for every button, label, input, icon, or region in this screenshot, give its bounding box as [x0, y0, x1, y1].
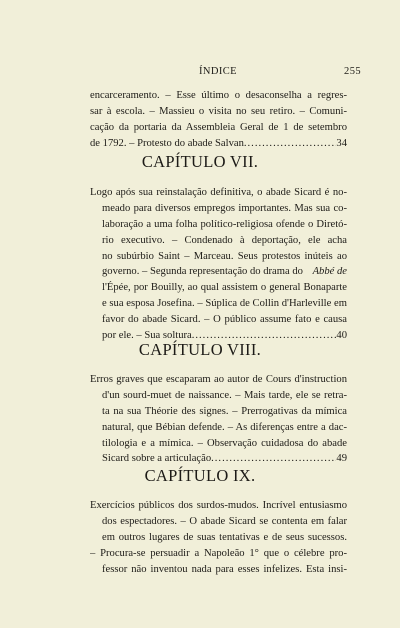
- toc-entry: [90, 498, 347, 577]
- text-line: em outros lugares de suas tentativas e de seus sucessos.: [102, 531, 347, 543]
- text-line: sar à escola. – Massieu o visita no seu retiro. – Comuni-: [90, 105, 347, 117]
- text-line: rio executivo. – Condenado à deportação, ele acha: [102, 234, 347, 246]
- text-line: laboração a uma folha político-religiosa ofende o Diretó-: [102, 218, 347, 230]
- entry-page-number: 40: [336, 330, 347, 342]
- text-line: Logo após sua reinstalação definitiva, o abade Sicard é no-: [90, 187, 347, 198]
- italic-title: Abbé de: [312, 266, 347, 278]
- toc-entry: [90, 185, 347, 344]
- text-line: tilologia e a mímica. – Observação cuidadosa do abade: [102, 437, 347, 449]
- text-line: Erros graves que escaparam ao autor de Cours d'instruction: [90, 374, 347, 385]
- text-line-with-page: [90, 136, 347, 152]
- chapter-heading: CAPÍTULO VIII.: [138, 340, 262, 359]
- text-line: favor do abade Sicard. – O público assume fato e causa: [102, 314, 347, 326]
- entry-page-number: 49: [336, 453, 347, 465]
- text-line: ta na sua Théorie des signes. – Prerrogativas da mímica: [102, 405, 347, 417]
- page-header: [0, 66, 400, 80]
- text-line: meado para diversos empregos importantes. Mas sua co-: [102, 202, 347, 214]
- toc-entry-continued: [90, 88, 347, 152]
- running-title: ÍNDICE: [199, 66, 237, 77]
- text-line: fessor não inventou nada para esses infelizes. Esta insi-: [102, 563, 347, 575]
- text-line: e sua esposa Josefina. – Súplica de Collin d'Harleville em: [102, 298, 347, 310]
- entry-page-number: 34: [336, 137, 347, 149]
- entry-end-text: por ele. – Sua soltura: [102, 330, 192, 342]
- text-line: dos espectadores. – O abade Sicard se contenta em falar: [102, 515, 347, 527]
- text-line: cação da portaria da Assembleia Geral de 1 de setembro: [90, 121, 347, 133]
- text-segment: governo. – Segunda representação do drama do: [102, 266, 303, 278]
- dot-leader: [211, 451, 336, 467]
- text-line: d'un sourd-muet de naissance. – Mais tarde, ele se retra-: [102, 389, 347, 401]
- text-line: natural, que Bébian defende. – As diferenças entre a dac-: [102, 421, 347, 433]
- entry-end-text: de 1792. – Protesto do abade Salvan: [90, 137, 244, 149]
- toc-entry: [90, 372, 347, 467]
- text-line: l'Épée, por Bouilly, ao qual assistem o general Bonaparte: [102, 282, 347, 294]
- entry-end-text: Sicard sobre a articulação: [102, 453, 212, 465]
- text-line-with-page: [90, 451, 347, 467]
- text-line: no subúrbio Saint – Marceau. Seus protestos inúteis ao: [102, 250, 347, 262]
- text-line: – Procura-se persuadir a Napoleão 1° que o célebre pro-: [90, 547, 347, 559]
- dot-leader: [244, 136, 337, 152]
- chapter-heading: CAPÍTULO VII.: [141, 152, 259, 171]
- text-line: [90, 264, 347, 280]
- chapter-heading: CAPÍTULO IX.: [144, 466, 256, 485]
- page-number: 255: [344, 66, 361, 77]
- text-line: Exercícios públicos dos surdos-mudos. Incrível entusiasmo: [90, 500, 347, 511]
- text-line: encarceramento. – Esse último o desaconselha a regres-: [90, 90, 347, 101]
